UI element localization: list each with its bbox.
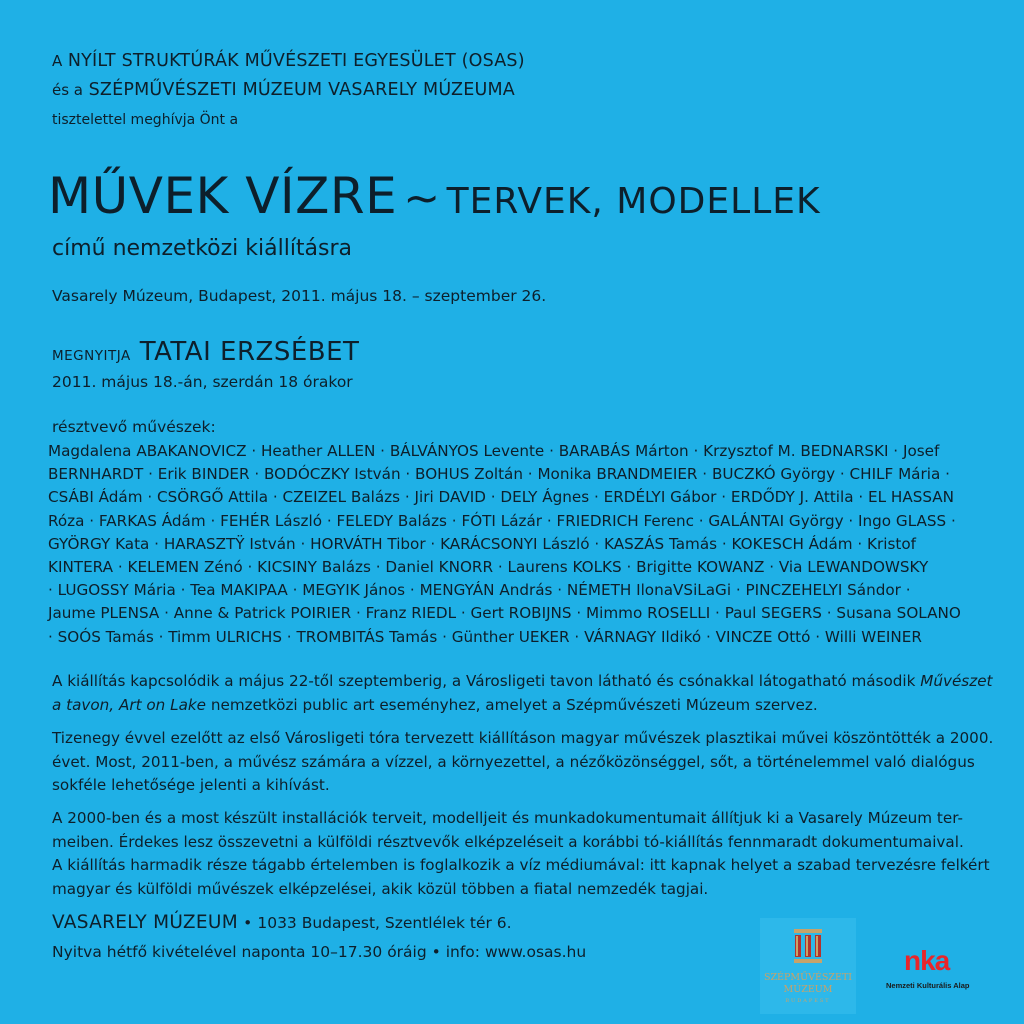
header-line-1 bbox=[52, 50, 525, 72]
opening-speaker: TATAI ERZSÉBET bbox=[139, 337, 360, 367]
footer-bullet-2: • bbox=[431, 943, 441, 961]
opening-line bbox=[52, 337, 359, 367]
nka-logo bbox=[872, 945, 982, 995]
p1-text: A kiállítás kapcsolódik a május 22-től szeptemberig, a Városligeti tavon látható és csónakkal látogatható második bbox=[52, 672, 921, 690]
artists-line: · SOÓS Tamás · Timm ULRICHS · TROMBITÁS Tamás · Günther UEKER · VÁRNAGY Ildikó · VINCZE Ottó · Willi WEINER bbox=[48, 627, 922, 646]
header-prefix-es-a: és a bbox=[52, 81, 84, 99]
paragraph-line: sokféle lehetősége jelenti a kihívást. bbox=[52, 776, 330, 794]
footer-address: 1033 Budapest, Szentlélek tér 6. bbox=[257, 914, 512, 932]
artists-line: CSÁBI Ádám · CSÖRGŐ Attila · CZEIZEL Balázs · Jiri DAVID · DELY Ágnes · ERDÉLYI Gábor · ERDŐDY J. Attila · EL HASSAN bbox=[48, 488, 955, 507]
nka-logo-mark: nka bbox=[904, 945, 950, 976]
paragraph-line: magyar és külföldi művészek elképzelései, akik közül többen a fiatal nemzedék tagjai. bbox=[52, 879, 709, 898]
opening-label: MEGNYITJA bbox=[52, 348, 131, 364]
invite-text: tisztelettel meghívja Önt a bbox=[52, 112, 239, 128]
p1-text-2: nemzetközi public art eseményhez, amelyet a Szépművészeti Múzeum szervez. bbox=[206, 695, 818, 714]
footer-bullet: • bbox=[243, 914, 253, 932]
artists-line: BERNHARDT · Erik BINDER · BODÓCZKY István · BOHUS Zoltán · Monika BRANDMEIER · BUCZKÓ György · CHILF Mária · bbox=[48, 465, 950, 484]
footer-address-line bbox=[52, 912, 512, 933]
artists-line: KINTERA · KELEMEN Zénó · KICSINY Balázs · Daniel KNORR · Laurens KOLKS · Brigitte KOWANZ · Via LEWANDOWSKY bbox=[48, 558, 929, 577]
museum-columns-icon bbox=[793, 928, 823, 966]
header-org-museum: SZÉPMŰVÉSZETI MÚZEUM VASARELY MÚZEUMA bbox=[88, 80, 515, 100]
venue-dates: Vasarely Múzeum, Budapest, 2011. május 18. – szeptember 26. bbox=[52, 287, 547, 305]
footer-hours-line bbox=[52, 943, 586, 961]
footer-museum-name: VASARELY MÚZEUM bbox=[52, 912, 238, 933]
title-main: MŰVEK VÍZRE bbox=[48, 167, 398, 225]
paragraph-installations bbox=[52, 807, 990, 901]
artists-line: Jaume PLENSA · Anne & Patrick POIRIER · Franz RIEDL · Gert ROBIJNS · Mimmo ROSELLI · Paul SEGERS · Susana SOLANO bbox=[48, 604, 961, 623]
exhibition-title bbox=[48, 166, 821, 232]
szm-logo-text-1: SZÉPMŰVÉSZETI bbox=[763, 972, 853, 983]
paragraph-line: meiben. Érdekes lesz összevetni a külföldi résztvevők elképzeléseit a korábbi tó-kiállítás fennmaradt dokumentumaival. bbox=[52, 832, 964, 851]
opening-date: 2011. május 18.-án, szerdán 18 órakor bbox=[52, 373, 353, 391]
paragraph-art-on-lake bbox=[52, 670, 993, 717]
szepmuveszeti-muzeum-logo bbox=[760, 918, 856, 1014]
paragraph-line: évet. Most, 2011-ben, a művész számára a vízzel, a környezettel, a nézőközönséggel, sőt, a történelemmel való dialógus bbox=[52, 752, 975, 771]
header-org-osas: NYÍLT STRUKTÚRÁK MŰVÉSZETI EGYESÜLET (OSAS) bbox=[67, 51, 525, 71]
szm-logo-text-3: BUDAPEST bbox=[785, 998, 831, 1004]
szm-logo-text-2: MÚZEUM bbox=[783, 984, 833, 995]
title-tilde: ~ bbox=[403, 173, 441, 224]
paragraph-line bbox=[52, 670, 993, 694]
title-subtitle: című nemzetközi kiállításra bbox=[52, 236, 353, 261]
paragraph-line: Tizenegy évvel ezelőtt az első Városligeti tóra tervezett kiállításon magyar művészek plasztikai művei köszöntötték a 2000. bbox=[52, 729, 994, 747]
artists-line: Magdalena ABAKANOVICZ · Heather ALLEN · BÁLVÁNYOS Levente · BARABÁS Márton · Krzysztof M. BEDNARSKI · Josef bbox=[48, 442, 940, 460]
p1-italic: Művészet bbox=[920, 672, 993, 690]
paragraph-history bbox=[52, 727, 994, 798]
title-secondary: TERVEK, MODELLEK bbox=[446, 181, 821, 222]
artists-line: · LUGOSSY Mária · Tea MAKIPAA · MEGYIK János · MENGYÁN András · NÉMETH IlonaVSiLaGi · PINCZEHELYI Sándor · bbox=[48, 581, 911, 600]
paragraph-line: A kiállítás harmadik része tágabb értelemben is foglalkozik a víz médiumával: itt kapnak helyet a szabad tervezésre felkért bbox=[52, 856, 990, 874]
artists-label: résztvevő művészek: bbox=[52, 418, 216, 436]
footer-info-link[interactable]: info: www.osas.hu bbox=[445, 943, 587, 961]
footer-hours: Nyitva hétfő kivételével naponta 10–17.30 óráig bbox=[52, 943, 427, 961]
artists-line: GYÖRGY Kata · HARASZTŸ István · HORVÁTH Tibor · KARÁCSONYI László · KASZÁS Tamás · KOKESCH Ádám · Kristof bbox=[48, 534, 916, 553]
nka-logo-caption: Nemzeti Kulturális Alap bbox=[886, 981, 970, 990]
paragraph-line: A 2000-ben és a most készült installációk terveit, modelljeit és munkadokumentumait állítjuk ki a Vasarely Múzeum ter- bbox=[52, 809, 963, 827]
paragraph-line bbox=[52, 694, 982, 718]
p1-italic-2: a tavon, Art on Lake bbox=[52, 695, 207, 714]
artists-line: Róza · FARKAS Ádám · FEHÉR László · FELEDY Balázs · FÓTI Lázár · FRIEDRICH Ferenc · GALÁNTAI György · Ingo GLASS · bbox=[48, 511, 956, 530]
header-line-2 bbox=[52, 79, 515, 101]
artists-list bbox=[48, 440, 988, 649]
header-prefix-a: A bbox=[52, 52, 63, 70]
